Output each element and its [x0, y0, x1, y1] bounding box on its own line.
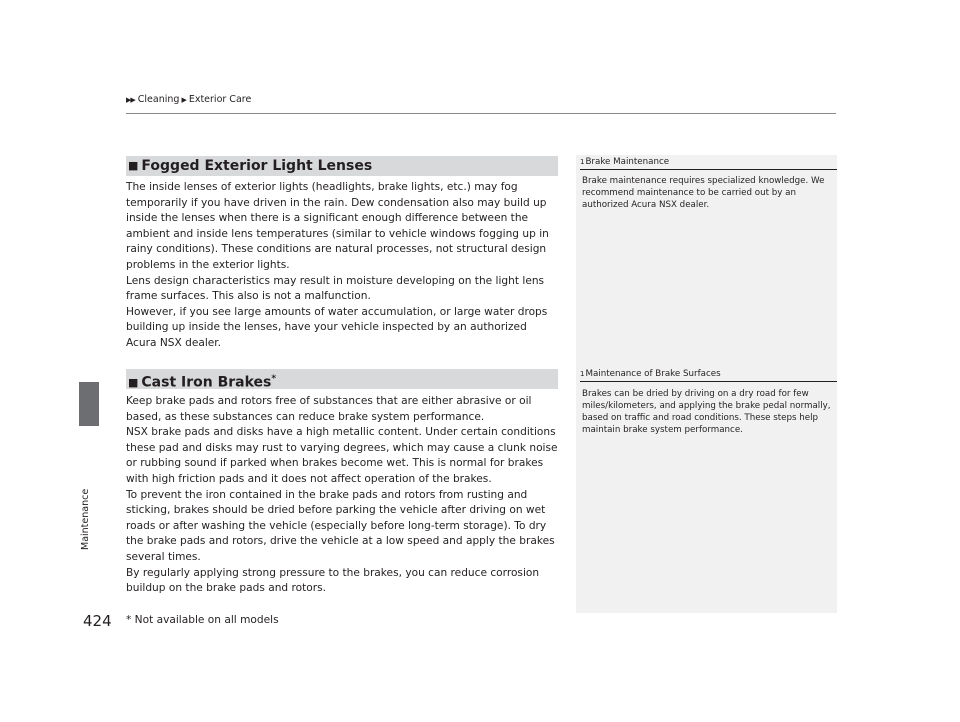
section-body-cast-iron-brakes: [126, 394, 558, 597]
section-heading-cast-iron-brakes: [126, 369, 558, 389]
section-body-fogged-lenses: [126, 180, 558, 352]
paragraph: The inside lenses of exterior lights (headlights, brake lights, etc.) may fog temporarily if you have driven in the rain. Dew condensation also may build up inside the lenses when there is a significant enough difference between the ambient and inside lens temperatures (similar to vehicle windows fogging up in rainy conditions). These conditions are natural processes, not structural design problems in the exterior lights.: [126, 181, 549, 271]
breadcrumb: [126, 94, 251, 105]
section-heading-text: Cast Iron Brakes: [141, 374, 272, 391]
section-heading-fogged-lenses: [126, 156, 558, 176]
section-marker-icon: ■: [128, 159, 139, 172]
note-body-brake-maintenance: Brake maintenance requires specialized knowledge. We recommend maintenance to be carried out by an authorized Acura NSX dealer.: [582, 176, 825, 210]
paragraph: NSX brake pads and disks have a high metallic content. Under certain conditions these pad and disks may rust to varying degrees, which may cause a clunk noise or rubbing sound if parked when brakes become wet. This is normal for brakes with high friction pads and it does not affect operation of the brakes.: [126, 426, 558, 485]
page-number: 424: [83, 612, 112, 630]
asterisk-footnote-marker[interactable]: *: [271, 374, 277, 384]
breadcrumb-section[interactable]: Cleaning: [137, 94, 180, 105]
paragraph: Keep brake pads and rotors free of substances that are either abrasive or oil based, as these substances can reduce brake system performance.: [126, 395, 532, 423]
note-title-text: Brake Maintenance: [585, 157, 670, 167]
header-divider: [126, 113, 836, 114]
paragraph: To prevent the iron contained in the brake pads and rotors from rusting and sticking, brakes should be dried before parking the vehicle after driving on wet roads or after washing the vehicle (especially before long-term storage). To dry the brake pads and rotors, drive the vehicle at a low speed and apply the brakes several times.: [126, 488, 555, 563]
note-number: 1: [580, 370, 585, 378]
note-number: 1: [580, 158, 585, 166]
footnote: * Not available on all models: [126, 614, 279, 626]
note-title-text: Maintenance of Brake Surfaces: [585, 369, 721, 379]
paragraph: Lens design characteristics may result in moisture developing on the light lens frame surfaces. This also is not a malfunction.: [126, 274, 545, 303]
notes-panel: [576, 155, 837, 613]
breadcrumb-subsection[interactable]: Exterior Care: [188, 94, 252, 105]
note-divider: [580, 169, 837, 170]
paragraph: However, if you see large amounts of water accumulation, or large water drops building up inside the lenses, have your vehicle inspected by an authorized Acura NSX dealer.: [126, 305, 548, 349]
note-divider: [580, 381, 837, 382]
section-marker-icon: ■: [128, 375, 139, 389]
section-heading-text: Fogged Exterior Light Lenses: [141, 158, 373, 174]
note-body-maintenance-brake-surfaces: Brakes can be dried by driving on a dry road for few miles/kilometers, and applying the brake pedal normally, based on traffic and road conditions. These steps help maintain brake system performance.: [582, 389, 831, 435]
paragraph: By regularly applying strong pressure to the brakes, you can reduce corrosion buildup on the brake pads and rotors.: [126, 566, 540, 595]
breadcrumb-separator-icon: ▶: [181, 96, 187, 104]
note-title-maintenance-brake-surfaces: [580, 369, 721, 379]
note-title-brake-maintenance: [580, 157, 669, 167]
side-tab-marker: [79, 382, 99, 426]
breadcrumb-arrows-icon: ▶▶: [126, 96, 135, 104]
side-tab-label: Maintenance: [80, 488, 91, 550]
